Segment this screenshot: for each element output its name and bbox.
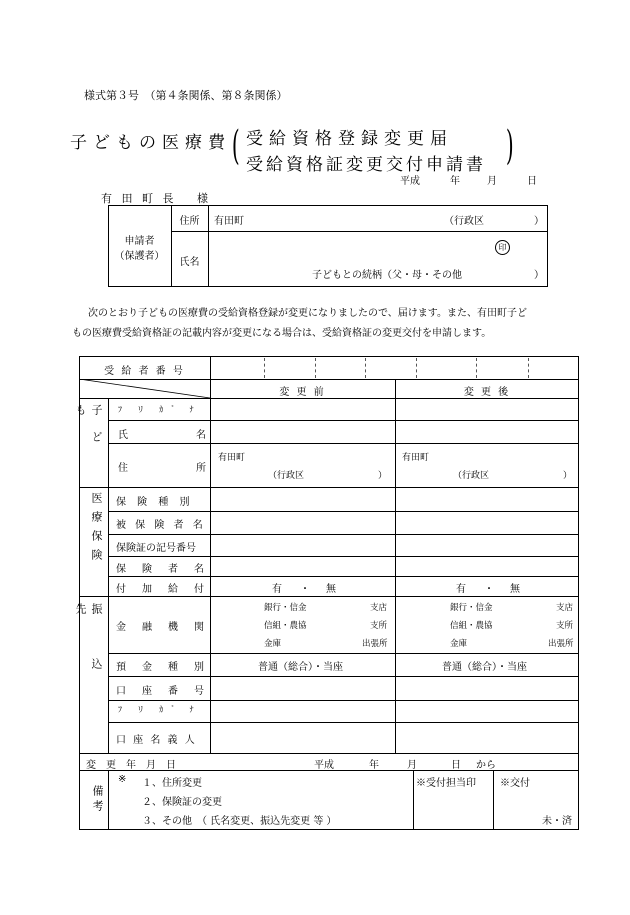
diagonal-cell	[79, 379, 210, 398]
office-recv-label: ※交付	[500, 778, 530, 789]
ins-card-label: 保険証の記号番号	[116, 543, 196, 554]
change-date-label: 変 更 年 月 日	[86, 760, 176, 771]
insurance-group-label: 医療保険	[90, 492, 103, 568]
ins-insured-label: 被 保 険 者 名	[116, 520, 206, 531]
applicant-ward-close: ）	[534, 216, 544, 227]
remarks-item-3[interactable]: ３、その他 （ 氏名変更、振込先変更 等 ）	[142, 816, 337, 827]
child-group-label: 子ども	[74, 404, 103, 458]
title-main: 子どもの医療費	[70, 133, 231, 153]
extra-after-dot: ・	[484, 584, 494, 595]
ins-type-label: 保 険 種 別	[116, 497, 194, 508]
addressee: 有 田 町 長 様	[101, 192, 211, 205]
bank-before-r1a: 銀行・信金	[264, 603, 307, 613]
extra-after-yes[interactable]: 有	[456, 584, 466, 595]
form-number: 様式第３号 （第４条関係、第８条関係）	[84, 89, 288, 102]
transfer-group-label: 振込先	[74, 603, 103, 713]
date-era: 平成	[400, 176, 420, 187]
applicant-label: 申請者	[124, 236, 155, 247]
change-from: から	[476, 760, 496, 771]
remarks-mark: ※	[118, 774, 127, 785]
extra-before-dot: ・	[300, 584, 310, 595]
account-name-label: 口 座 名 義 人	[116, 735, 197, 746]
deposit-before-value[interactable]: 普通（総合）・当座	[258, 662, 343, 673]
deposit-type-label: 預 金 種 別	[116, 662, 207, 673]
intro-line1: 次のとおり子どもの医療費の受給資格登録が変更になりましたので、届けます。また、有田町子ど	[88, 308, 527, 319]
bank-after-r3a: 金庫	[450, 639, 468, 649]
child-name-label2: 名	[196, 430, 206, 441]
child-after-ward-close: ）	[563, 471, 573, 481]
bank-after-r3b: 出張所	[548, 639, 574, 649]
applicant-label-sub: （保護者）	[114, 251, 165, 262]
bank-after-r1b: 支店	[556, 603, 574, 613]
after-header: 変 更 後	[463, 387, 511, 398]
extra-after-no[interactable]: 無	[510, 584, 520, 595]
change-era: 平成	[314, 760, 334, 771]
before-header: 変 更 前	[279, 387, 326, 398]
bank-after-r1a: 銀行・信金	[450, 603, 493, 613]
bank-before-r2a: 信組・農協	[264, 621, 307, 631]
child-furigana-label: ﾌ リ ｶ ﾞ ﾅ	[118, 405, 200, 414]
applicant-ward-label: （行政区	[444, 216, 484, 227]
bank-after-r2b: 支所	[556, 621, 574, 631]
ins-insurer-label: 保 険 者 名	[116, 564, 207, 575]
child-before-ward: （行政区	[268, 471, 305, 481]
title-line1: 受給資格登録変更届	[246, 129, 453, 149]
recipient-no-label: 受 給 者 番 号	[104, 366, 185, 377]
applicant-relation[interactable]: 子どもとの続柄（父・母・その他	[312, 270, 462, 281]
remarks-item-2[interactable]: ２、保険証の変更	[142, 797, 222, 808]
change-day: 日	[451, 760, 461, 771]
change-month: 月	[407, 760, 417, 771]
date-day: 日	[527, 176, 537, 187]
office-seal-label: ※受付担当印	[416, 778, 476, 789]
date-month: 月	[487, 176, 497, 187]
bank-after-r2a: 信組・農協	[450, 621, 493, 631]
applicant-address-label: 住所	[179, 216, 200, 227]
child-after-ward: （行政区	[453, 471, 490, 481]
change-year: 年	[369, 760, 379, 771]
bank-before-r3b: 出張所	[362, 639, 388, 649]
applicant-relation-close: ）	[534, 270, 544, 281]
intro-line2: もの医療費受給資格証の記載内容が変更になる場合は、受給資格証の変更交付を申請します。	[72, 328, 492, 339]
extra-before-no[interactable]: 無	[326, 584, 336, 595]
bank-label: 金 融 機 関	[116, 622, 207, 633]
title-bracket-left: (	[231, 123, 240, 169]
applicant-address-value[interactable]: 有田町	[214, 216, 244, 227]
ins-extra-label: 付 加 給 付	[116, 584, 207, 595]
child-address-label2: 所	[196, 463, 206, 474]
remarks-label: 備考	[91, 785, 104, 815]
account-no-label: 口 座 番 号	[116, 686, 207, 697]
seal-mark: 印	[495, 240, 510, 255]
title-line2: 受給資格証変更交付申請書	[246, 155, 486, 175]
deposit-after-value[interactable]: 普通（総合）・当座	[442, 662, 527, 673]
child-after-town: 有田町	[402, 453, 430, 463]
bank-before-r3a: 金庫	[264, 639, 282, 649]
bank-before-r2b: 支所	[370, 621, 388, 631]
date-year: 年	[450, 176, 460, 187]
child-name-label: 氏	[118, 430, 128, 441]
title-bracket-right: )	[505, 123, 514, 169]
account-kana-label: ﾌ リ ｶ ﾞ ﾅ	[118, 705, 200, 714]
bank-before-r1b: 支店	[370, 603, 388, 613]
child-before-town: 有田町	[218, 453, 246, 463]
remarks-item-1[interactable]: １、住所変更	[142, 778, 202, 789]
extra-before-yes[interactable]: 有	[272, 584, 282, 595]
applicant-name-label: 氏名	[179, 257, 200, 268]
office-status[interactable]: 未・済	[542, 816, 572, 827]
child-before-ward-close: ）	[378, 471, 388, 481]
child-address-label: 住	[118, 463, 128, 474]
